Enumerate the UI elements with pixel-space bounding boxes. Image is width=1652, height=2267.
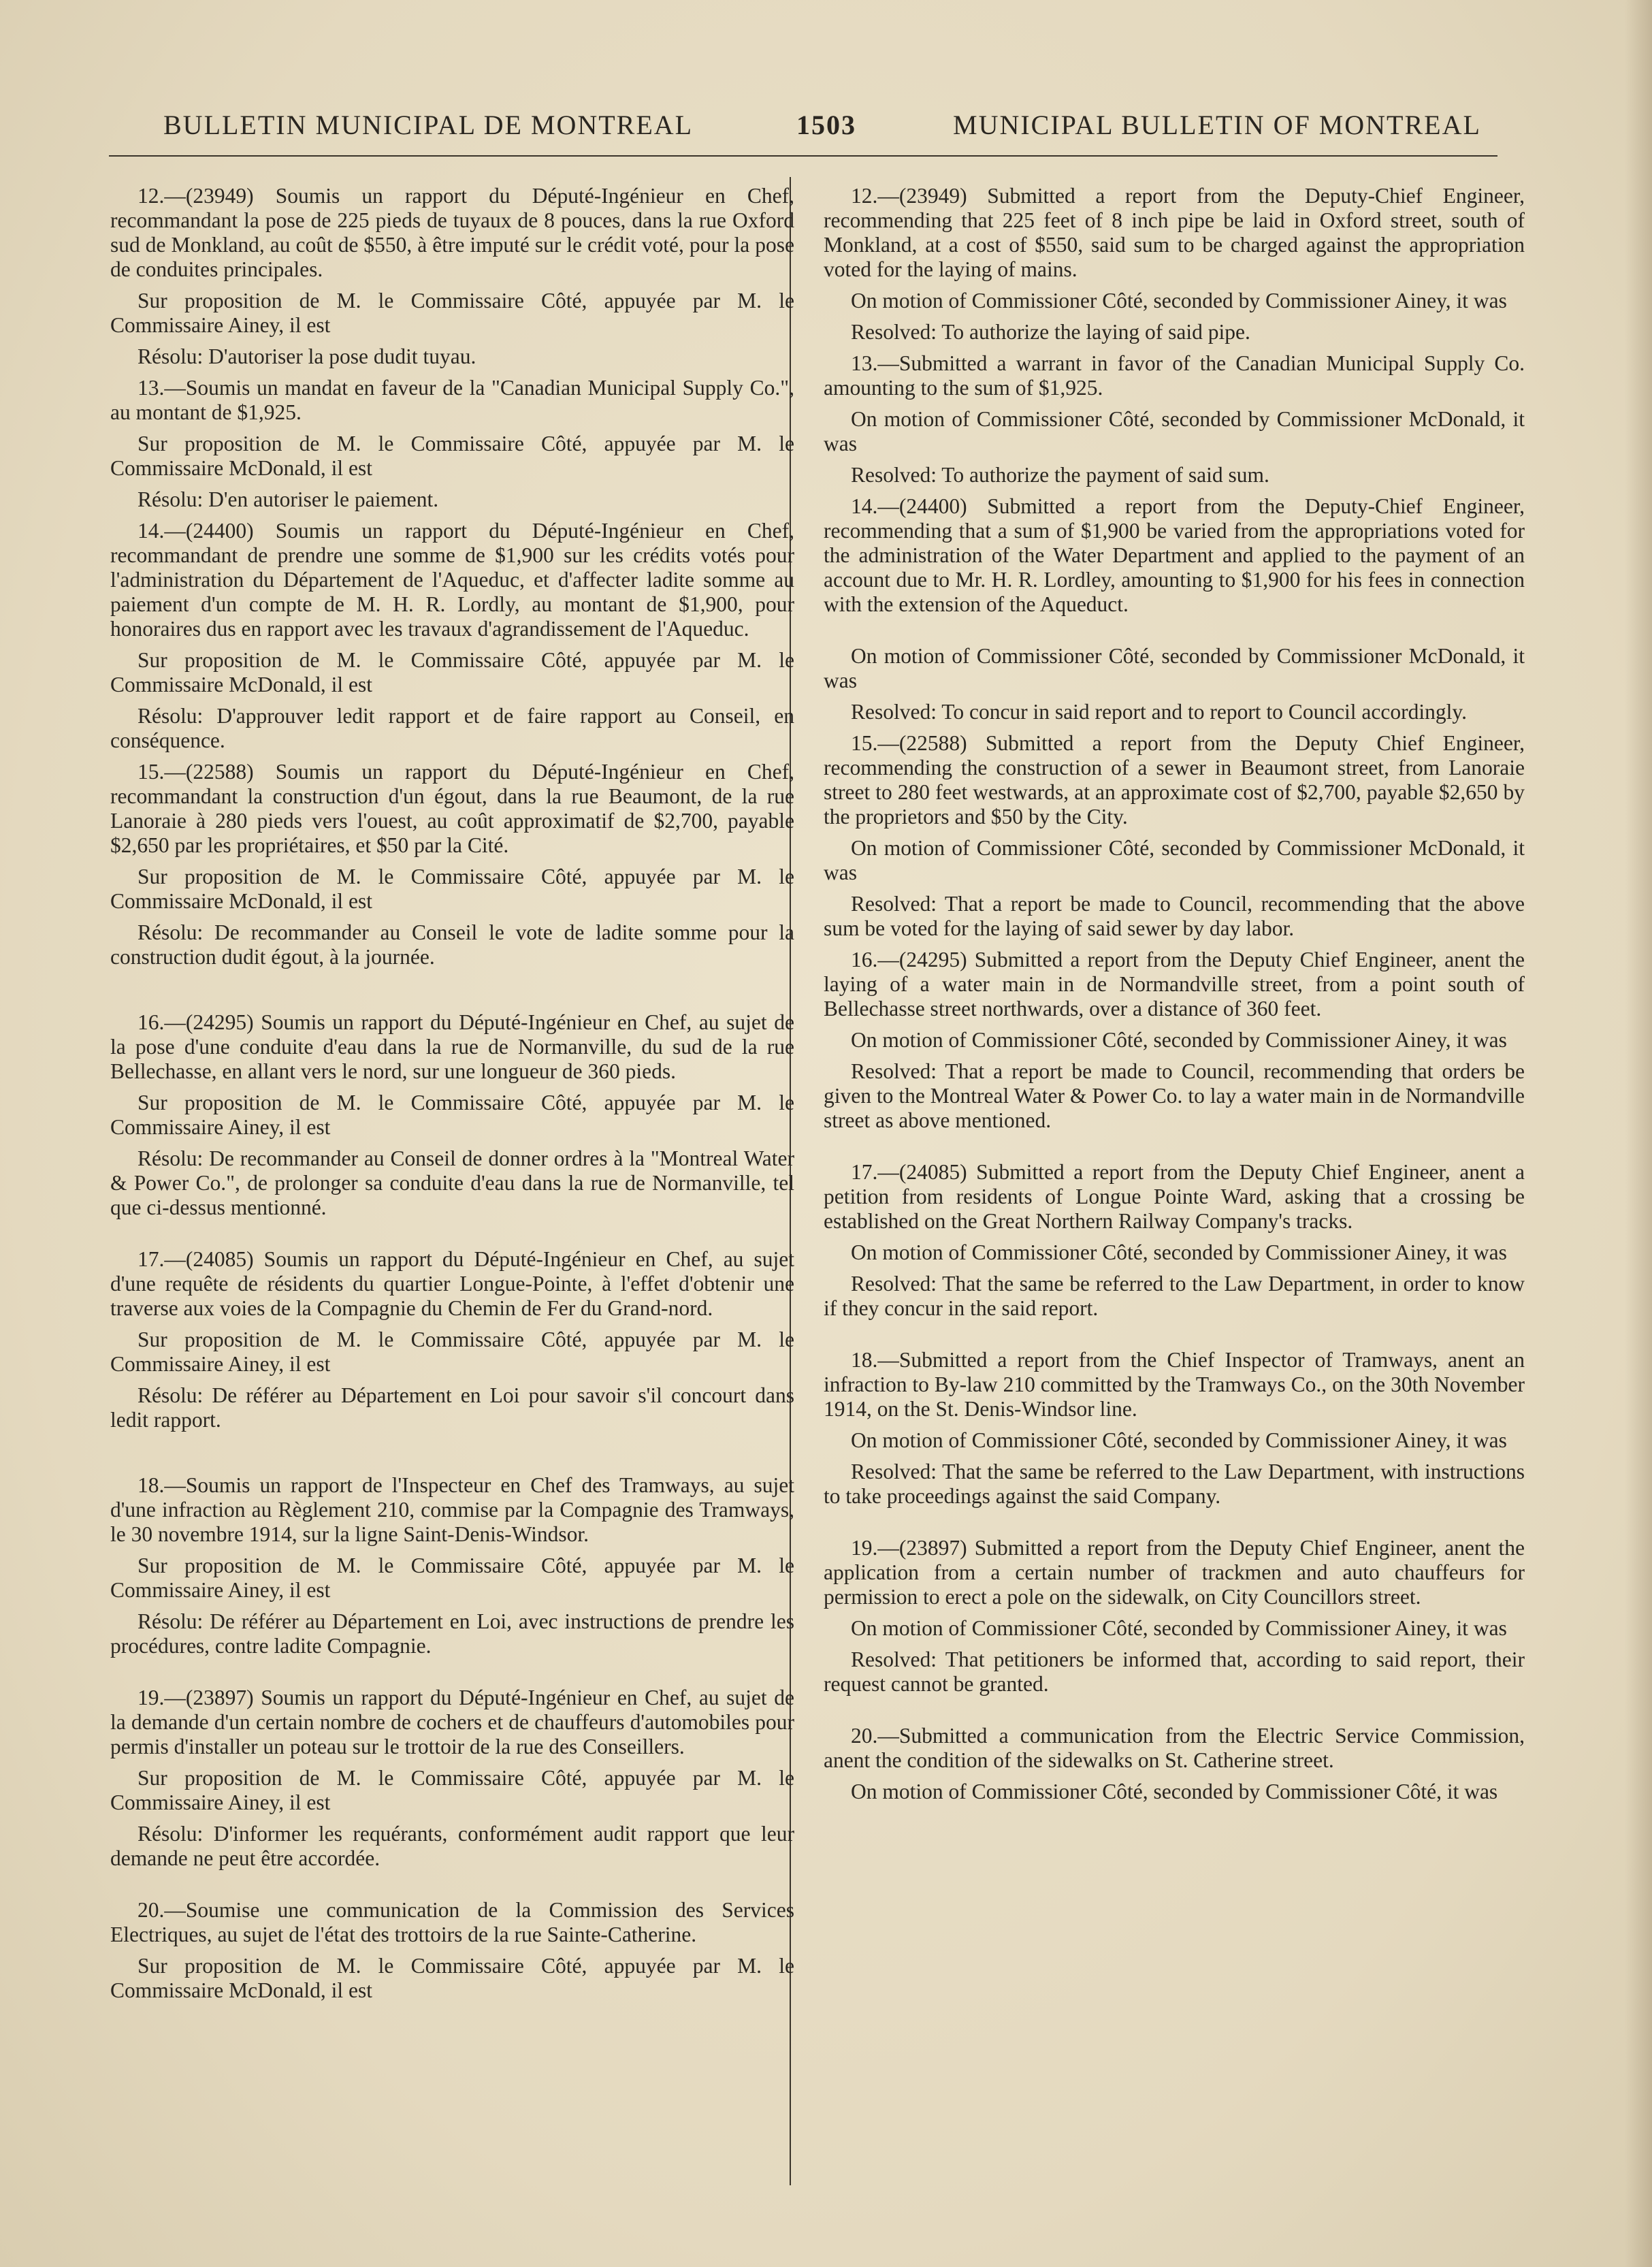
paragraph: Résolu: De référer au Département en Loi pour savoir s'il concourt dans ledit rapport. — [110, 1383, 794, 1432]
paragraph: On motion of Commissioner Côté, seconded by Commissioner McDonald, it was — [824, 836, 1525, 884]
paragraph: 16.—(24295) Soumis un rapport du Député-Ingénieur en Chef, au sujet de la pose d'une conduite d'eau dans la rue de Normanville, du sud de la rue Bellechasse, en allant vers le nord, sur une longueur de 360 pieds. — [110, 1010, 794, 1083]
paragraph: On motion of Commissioner Côté, seconded by Commissioner Côté, it was — [851, 1780, 1498, 1803]
paragraph: 17.—(24085) Soumis un rapport du Député-Ingénieur en Chef, au sujet d'une requête de résidents du quartier Longue-Pointe, à l'effet d'obtenir une traverse aux voies de la Compagnie du Chemin de Fer du Grand-nord. — [110, 1247, 794, 1320]
paragraph: Sur proposition de M. le Commissaire Côté, appuyée par M. le Commissaire Ainey, il est — [110, 1554, 794, 1602]
paragraph: Resolved: That petitioners be informed that, according to said report, their request cannot be granted. — [824, 1647, 1525, 1696]
paragraph: Resolved: That the same be referred to the Law Department, with instructions to take proceedings against the said Company. — [824, 1460, 1525, 1508]
english-column — [824, 184, 1525, 1811]
page-edge-shadow — [1625, 0, 1652, 2267]
paragraph: Résolu: D'informer les requérants, conformément audit rapport que leur demande ne peut être accordée. — [110, 1822, 794, 1870]
header-french-title: BULLETIN MUNICIPAL DE MONTREAL — [163, 110, 694, 140]
paragraph: 12.—(23949) Soumis un rapport du Député-Ingénieur en Chef, recommandant la pose de 225 pieds de tuyaux de 8 pouces, dans la rue Oxford sud de Monkland, au coût de $550, à être imputé sur le crédit voté, pour la pose de conduites principales. — [110, 184, 794, 281]
paragraph: Résolu: De recommander au Conseil le vote de ladite somme pour la construction dudit égout, à la journée. — [110, 920, 794, 969]
paragraph: Sur proposition de M. le Commissaire Côté, appuyée par M. le Commissaire McDonald, il est — [110, 648, 794, 696]
paragraph: Sur proposition de M. le Commissaire Côté, appuyée par M. le Commissaire McDonald, il est — [110, 865, 794, 913]
paragraph: 17.—(24085) Submitted a report from the Deputy Chief Engineer, anent a petition from residents of Longue Pointe Ward, asking that a crossing be established on the Great Northern Railway Company's tracks. — [824, 1160, 1525, 1233]
paragraph: 12.—(23949) Submitted a report from the Deputy-Chief Engineer, recommending that 225 feet of 8 inch pipe be laid in Oxford street, south of Monkland, at a cost of $550, said sum to be charged against the appropriation voted for the laying of mains. — [824, 184, 1525, 281]
page-number: 1503 — [796, 110, 856, 140]
paragraph: Resolved: To authorize the payment of said sum. — [851, 463, 1269, 487]
paragraph: 14.—(24400) Submitted a report from the Deputy-Chief Engineer, recommending that a sum of $1,900 be varied from the appropriations voted for the administration of the Water Department and applied to the payment of an account due to Mr. H. R. Lordley, amounting to $1,900 for his fees in connection with the extension of the Aqueduct. — [824, 494, 1525, 616]
paragraph: Sur proposition de M. le Commissaire Côté, appuyée par M. le Commissaire Ainey, il est — [110, 1766, 794, 1814]
paragraph: On motion of Commissioner Côté, seconded by Commissioner Ainey, it was — [851, 289, 1507, 312]
paragraph: Resolved: That the same be referred to the Law Department, in order to know if they concur in the said report. — [824, 1272, 1525, 1320]
paragraph: 19.—(23897) Soumis un rapport du Député-Ingénieur en Chef, au sujet de la demande d'un certain nombre de cochers et de chauffeurs d'automobiles pour permis d'installer un poteau sur le trottoir de la rue des Conseillers. — [110, 1686, 794, 1758]
paragraph: On motion of Commissioner Côté, seconded by Commissioner Ainey, it was — [851, 1028, 1507, 1052]
paragraph: Résolu: D'autoriser la pose dudit tuyau. — [137, 344, 476, 368]
paragraph: On motion of Commissioner Côté, seconded by Commissioner Ainey, it was — [851, 1428, 1507, 1452]
paragraph: 15.—(22588) Submitted a report from the Deputy Chief Engineer, recommending the construction of a sewer in Beaumont street, from Lanoraie street to 280 feet westwards, at an approximate cost of $2,700, payable $2,650 by the proprietors and $50 by the City. — [824, 731, 1525, 829]
paragraph: 18.—Submitted a report from the Chief Inspector of Tramways, anent an infraction to By-law 210 committed by the Tramways Co., on the 30th November 1914, on the St. Denis-Windsor line. — [824, 1348, 1525, 1421]
paragraph: Résolu: De référer au Département en Loi, avec instructions de prendre les procédures, contre ladite Compagnie. — [110, 1609, 794, 1658]
paragraph: 16.—(24295) Submitted a report from the Deputy Chief Engineer, anent the laying of a water main in de Normandville street, from a point south of Bellechasse street northwards, over a distance of 360 feet. — [824, 948, 1525, 1020]
paragraph: On motion of Commissioner Côté, seconded by Commissioner McDonald, it was — [824, 644, 1525, 692]
paragraph: Resolved: To concur in said report and to report to Council accordingly. — [851, 700, 1467, 724]
paragraph: Resolved: That a report be made to Council, recommending that orders be given to the Montreal Water & Power Co. to lay a water main in de Normandville street as above mentioned. — [824, 1059, 1525, 1132]
paragraph: Resolved: To authorize the laying of said pipe. — [851, 320, 1250, 344]
french-column — [110, 184, 794, 2010]
paragraph: Sur proposition de M. le Commissaire Côté, appuyée par M. le Commissaire Ainey, il est — [110, 289, 794, 337]
paragraph: 15.—(22588) Soumis un rapport du Député-Ingénieur en Chef, recommandant la construction d'un égout, dans la rue Beaumont, de la rue Lanoraie à 280 pieds vers l'ouest, au coût approximatif de $2,700, payable $2,650 par les propriétaires, et $50 par la Cité. — [110, 760, 794, 857]
paragraph: 20.—Submitted a communication from the Electric Service Commission, anent the condition of the sidewalks on St. Catherine street. — [824, 1724, 1525, 1772]
paragraph: Resolved: That a report be made to Council, recommending that the above sum be voted for the laying of said sewer by day labor. — [824, 892, 1525, 940]
paragraph: 13.—Submitted a warrant in favor of the Canadian Municipal Supply Co. amounting to the sum of $1,925. — [824, 351, 1525, 400]
paragraph: Sur proposition de M. le Commissaire Côté, appuyée par M. le Commissaire McDonald, il est — [110, 432, 794, 480]
paragraph: On motion of Commissioner Côté, seconded by Commissioner Ainey, it was — [851, 1616, 1507, 1640]
paragraph: 18.—Soumis un rapport de l'Inspecteur en Chef des Tramways, au sujet d'une infraction au Règlement 210, commise par la Compagnie des Tramways, le 30 novembre 1914, sur la ligne Saint-Denis-Windsor. — [110, 1473, 794, 1546]
paragraph: 20.—Soumise une communication de la Commission des Services Electriques, au sujet de l'état des trottoirs de la rue Sainte-Catherine. — [110, 1898, 794, 1946]
header-english-title: MUNICIPAL BULLETIN OF MONTREAL — [953, 110, 1481, 140]
paragraph: 13.—Soumis un mandat en faveur de la "Canadian Municipal Supply Co.", au montant de $1,925. — [110, 376, 794, 424]
paragraph: Résolu: De recommander au Conseil de donner ordres à la "Montreal Water & Power Co.", de prolonger sa conduite d'eau dans la rue de Normanville, tel que ci-dessus mentionné. — [110, 1146, 794, 1219]
page-header — [109, 109, 1538, 150]
paragraph: On motion of Commissioner Côté, seconded by Commissioner Ainey, it was — [851, 1240, 1507, 1264]
paragraph: 19.—(23897) Submitted a report from the Deputy Chief Engineer, anent the application from a certain number of trackmen and auto chauffeurs for permission to erect a pole on the sidewalk, on City Councillors street. — [824, 1536, 1525, 1609]
paragraph: Sur proposition de M. le Commissaire Côté, appuyée par M. le Commissaire Ainey, il est — [110, 1091, 794, 1139]
paragraph: Résolu: D'approuver ledit rapport et de faire rapport au Conseil, en conséquence. — [110, 704, 794, 752]
paragraph: Résolu: D'en autoriser le paiement. — [137, 487, 439, 511]
header-rule — [109, 155, 1497, 157]
paragraph: Sur proposition de M. le Commissaire Côté, appuyée par M. le Commissaire Ainey, il est — [110, 1328, 794, 1376]
paragraph: On motion of Commissioner Côté, seconded by Commissioner McDonald, it was — [824, 407, 1525, 455]
paragraph: Sur proposition de M. le Commissaire Côté, appuyée par M. le Commissaire McDonald, il est — [110, 1954, 794, 2002]
paragraph: 14.—(24400) Soumis un rapport du Député-Ingénieur en Chef, recommandant de prendre une somme de $1,900 sur les crédits votés pour l'administration du Département de l'Aqueduc, et d'affecter ladite somme au paiement d'un compte de M. H. R. Lordly, au montant de $1,900, pour honoraires dus en rapport avec les travaux d'agrandissement de l'Aqueduc. — [110, 519, 794, 641]
